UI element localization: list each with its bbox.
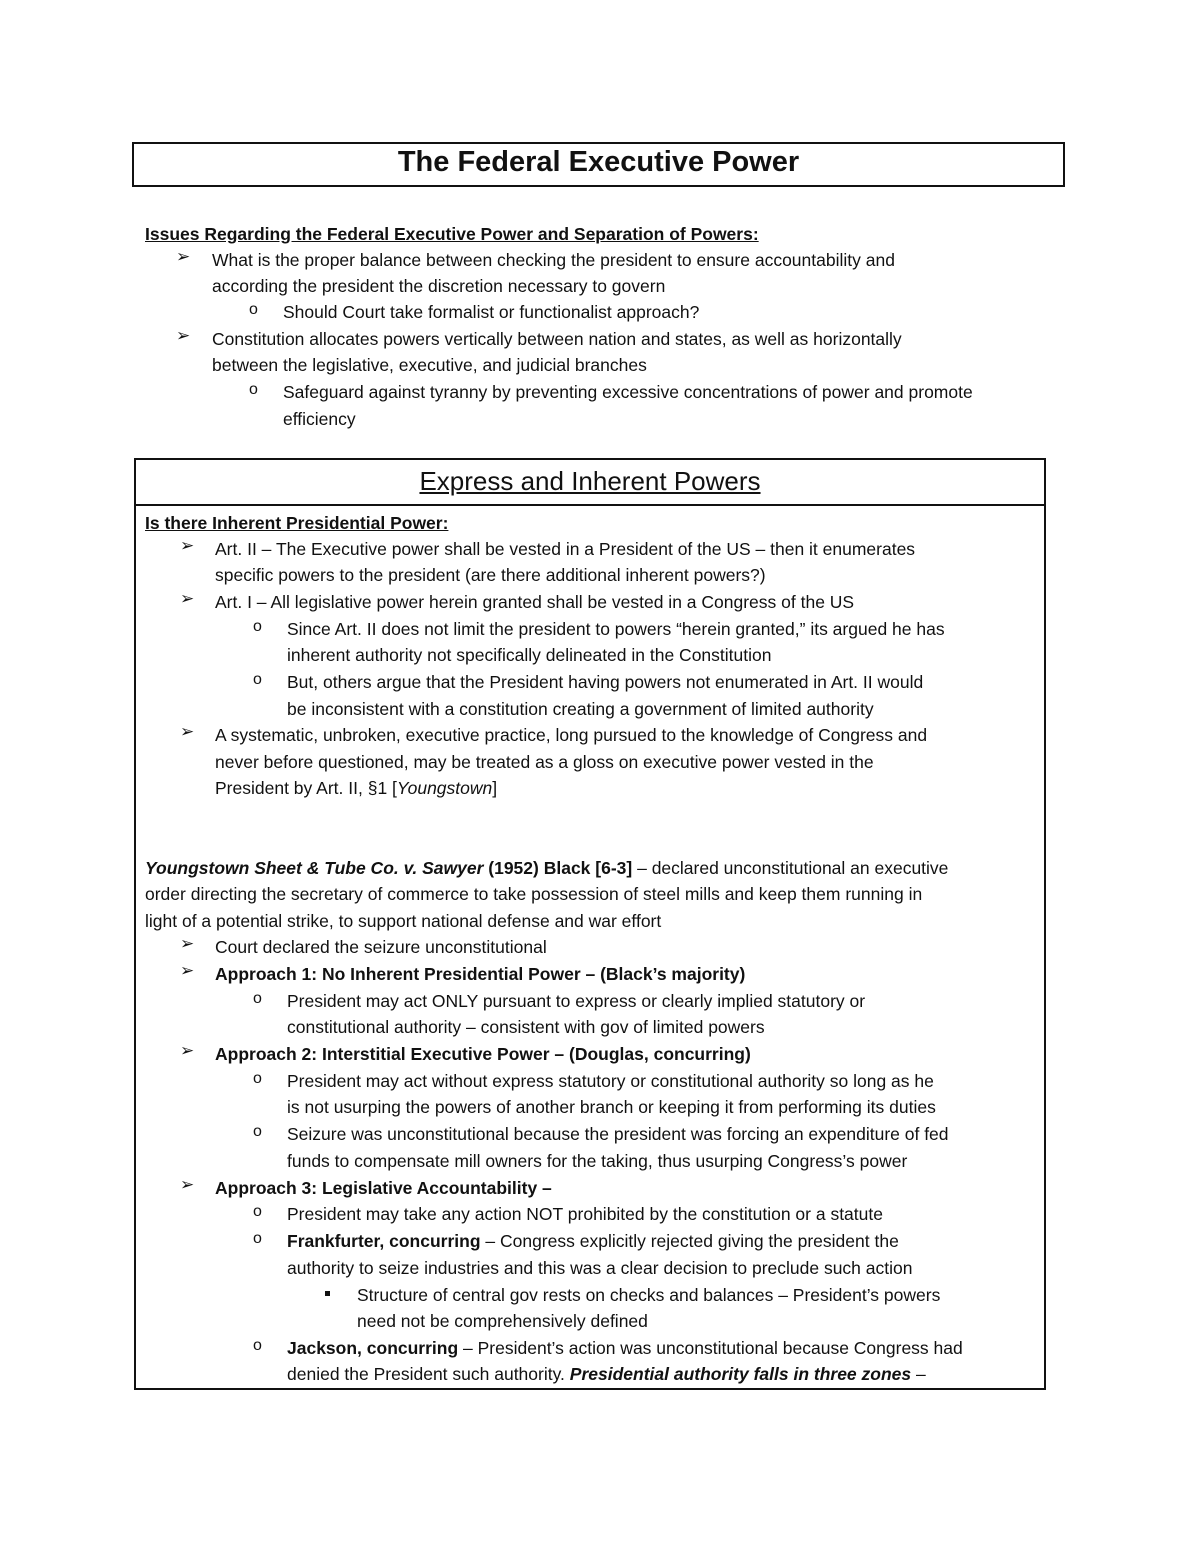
frankfurter-sub-line-2: need not be comprehensively defined [357, 1311, 648, 1331]
circle-bullet-icon: o [253, 671, 262, 688]
art-ii-line-2: specific powers to the president (are there additional inherent powers?) [215, 565, 766, 585]
art-i-sub-2-line-1: But, others argue that the President having powers not enumerated in Art. II would [287, 672, 924, 692]
issues-sub-bullet-2-line-2: efficiency [283, 409, 356, 429]
art-ii-line-1: Art. II – The Executive power shall be vested in a President of the US – then it enumerates [215, 539, 916, 559]
circle-bullet-icon: o [249, 381, 258, 398]
issues-sub-bullet-2-line-1: Safeguard against tyranny by preventing excessive concentrations of power and promote [283, 382, 973, 402]
gloss-line-3: President by Art. II, §1 [Youngstown] [215, 778, 498, 798]
arrow-bullet-icon: ➢ [180, 1041, 195, 1060]
square-bullet-icon [325, 1291, 330, 1296]
gloss-line-2: never before questioned, may be treated as a gloss on executive power vested in the [215, 752, 874, 772]
section-divider [134, 504, 1046, 506]
circle-bullet-icon: o [253, 1123, 262, 1140]
approach-2-heading: Approach 2: Interstitial Executive Power – (Douglas, concurring) [215, 1044, 751, 1064]
issues-bullet-2-line-1: Constitution allocates powers vertically between nation and states, as well as horizontally [212, 329, 902, 349]
arrow-bullet-icon: ➢ [180, 589, 195, 608]
circle-bullet-icon: o [253, 1230, 262, 1247]
page-title: The Federal Executive Power [397, 146, 800, 178]
frankfurter-line-2: authority to seize industries and this was a clear decision to preclude such action [287, 1258, 913, 1278]
issues-bullet-2-line-2: between the legislative, executive, and judicial branches [212, 355, 647, 375]
art-i-sub-1-line-1: Since Art. II does not limit the president to powers “herein granted,” its argued he has [287, 619, 945, 639]
youngstown-intro-line-2: order directing the secretary of commerce to take possession of steel mills and keep them running in [145, 884, 923, 904]
jackson-line-2: denied the President such authority. Presidential authority falls in three zones – [287, 1364, 926, 1384]
issues-heading: Issues Regarding the Federal Executive Power and Separation of Powers: [145, 224, 759, 244]
arrow-bullet-icon: ➢ [176, 247, 191, 266]
approach-3-sub-1: President may take any action NOT prohibited by the constitution or a statute [287, 1204, 883, 1224]
arrow-bullet-icon: ➢ [180, 1175, 195, 1194]
approach-1-heading: Approach 1: No Inherent Presidential Power – (Black’s majority) [215, 964, 746, 984]
approach-1-sub-line-2: constitutional authority – consistent with gov of limited powers [287, 1017, 765, 1037]
youngstown-intro-line-3: light of a potential strike, to support national defense and war effort [145, 911, 662, 931]
approach-2-sub-1-line-1: President may act without express statutory or constitutional authority so long as he [287, 1071, 934, 1091]
issues-bullet-1-line-2: according the president the discretion necessary to govern [212, 276, 666, 296]
art-i-sub-1-line-2: inherent authority not specifically delineated in the Constitution [287, 645, 772, 665]
arrow-bullet-icon: ➢ [176, 326, 191, 345]
arrow-bullet-icon: ➢ [180, 536, 195, 555]
issues-bullet-1-line-1: What is the proper balance between checking the president to ensure accountability and [212, 250, 895, 270]
youngstown-intro-line-1: Youngstown Sheet & Tube Co. v. Sawyer (1952) Black [6-3] – declared unconstitutional an executive [145, 858, 949, 878]
jackson-line-1: Jackson, concurring – President’s action was unconstitutional because Congress had [287, 1338, 963, 1358]
circle-bullet-icon: o [249, 301, 258, 318]
arrow-bullet-icon: ➢ [180, 722, 195, 741]
seizure-unconstitutional: Court declared the seizure unconstitutional [215, 937, 547, 957]
circle-bullet-icon: o [253, 1337, 262, 1354]
frankfurter-line-1: Frankfurter, concurring – Congress explicitly rejected giving the president the [287, 1231, 899, 1251]
art-i-line: Art. I – All legislative power herein granted shall be vested in a Congress of the US [215, 592, 855, 612]
approach-1-sub-line-1: President may act ONLY pursuant to express or clearly implied statutory or [287, 991, 866, 1011]
circle-bullet-icon: o [253, 1203, 262, 1220]
approach-2-sub-2-line-2: funds to compensate mill owners for the taking, thus usurping Congress’s power [287, 1151, 908, 1171]
frankfurter-sub-line-1: Structure of central gov rests on checks and balances – President’s powers [357, 1285, 941, 1305]
approach-2-sub-2-line-1: Seizure was unconstitutional because the president was forcing an expenditure of fed [287, 1124, 949, 1144]
circle-bullet-icon: o [253, 1070, 262, 1087]
circle-bullet-icon: o [253, 618, 262, 635]
issues-sub-bullet-1: Should Court take formalist or functionalist approach? [283, 302, 700, 322]
circle-bullet-icon: o [253, 990, 262, 1007]
inherent-power-heading: Is there Inherent Presidential Power: [145, 513, 449, 533]
arrow-bullet-icon: ➢ [180, 934, 195, 953]
gloss-line-1: A systematic, unbroken, executive practice, long pursued to the knowledge of Congress and [215, 725, 928, 745]
arrow-bullet-icon: ➢ [180, 961, 195, 980]
approach-3-heading: Approach 3: Legislative Accountability – [215, 1178, 552, 1198]
section-title: Express and Inherent Powers [419, 466, 761, 496]
art-i-sub-2-line-2: be inconsistent with a constitution creating a government of limited authority [287, 699, 874, 719]
approach-2-sub-1-line-2: is not usurping the powers of another branch or keeping it from performing its duties [287, 1097, 936, 1117]
